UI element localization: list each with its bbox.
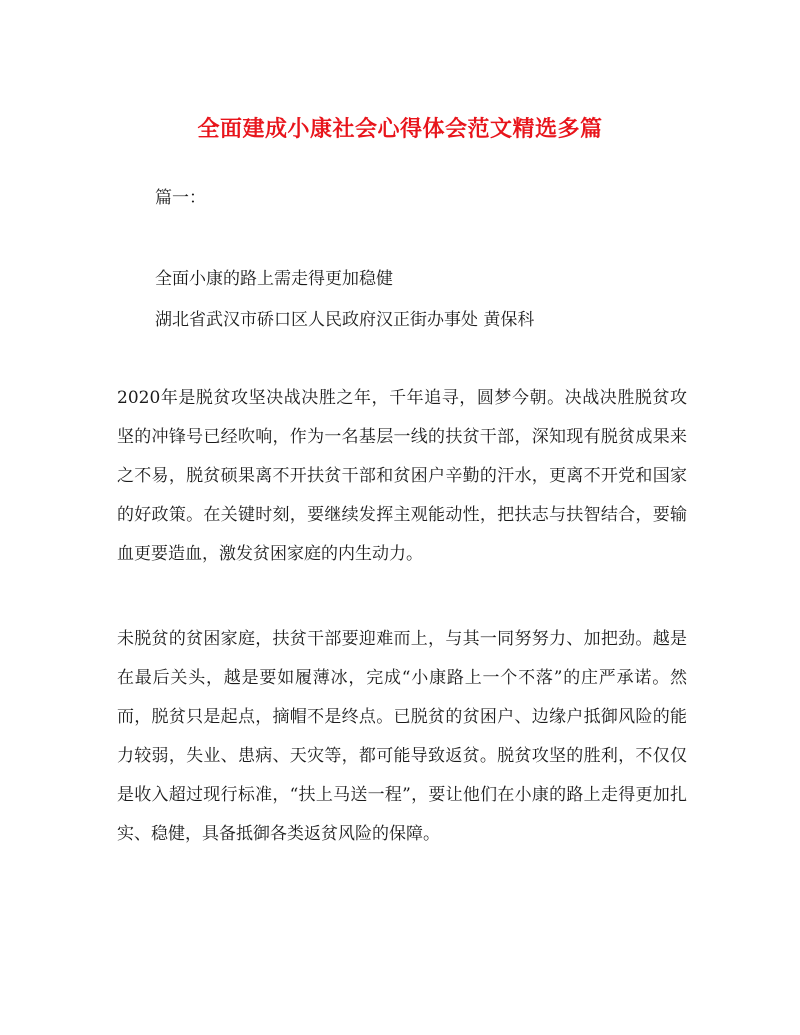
- document-title: 全面建成小康社会心得体会范文精选多篇: [197, 116, 603, 142]
- section-label: 篇一：: [155, 188, 206, 208]
- body-paragraph-1: 2020年是脱贫攻坚决战决胜之年，千年追寻，圆梦今朝。决战决胜脱贫攻坚的冲锋号已经吹响，作为一名基层一线的扶贫干部，深知现有脱贫成果来之不易，脱贫硕果离不开扶贫干部和贫困户辛勤的汗水，更离不开党和国家的好政策。在关键时刻，要继续发挥主观能动性，把扶志与扶智结合，要输血更要造血，激发贫困家庭的内生动力。: [117, 388, 687, 564]
- author-line: 湖北省武汉市硚口区人民政府汉正街办事处 黄保科: [155, 310, 535, 330]
- body-paragraph-2: 未脱贫的贫困家庭，扶贫干部要迎难而上，与其一同努努力、加把劲。越是在最后关头，越是要如履薄冰，完成“小康路上一个不落”的庄严承诺。然而，脱贫只是起点，摘帽不是终点。已脱贫的贫困户、边缘户抵御风险的能力较弱，失业、患病、天灾等，都可能导致返贫。脱贫攻坚的胜利，不仅仅是收入超过现行标准，“扶上马送一程”，要让他们在小康的路上走得更加扎实、稳健，具备抵御各类返贫风险的保障。: [117, 629, 687, 844]
- article-subtitle: 全面小康的路上需走得更加稳健: [155, 269, 393, 289]
